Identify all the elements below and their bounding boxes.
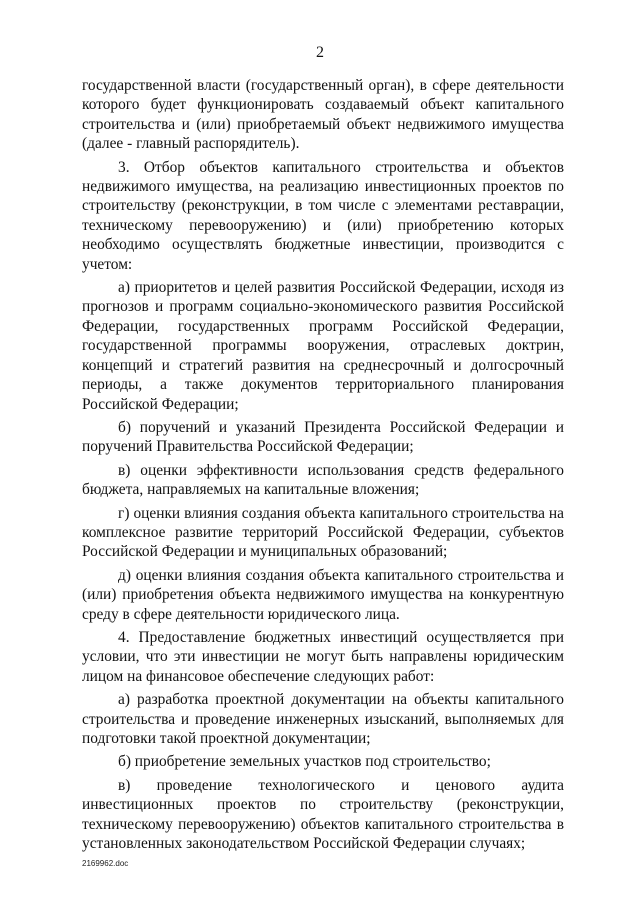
- paragraph-3b: б) поручений и указаний Президента Российской Федерации и поручений Правительства Российской Федерации;: [82, 418, 564, 456]
- page-number: 2: [316, 44, 324, 61]
- paragraph-section-4: 4. Предоставление бюджетных инвестиций осуществляется при условии, что эти инвестиции не могут быть направлены юридическим лицом на финансовое обеспечение следующих работ:: [82, 628, 564, 685]
- paragraph-3v: в) оценки эффективности использования средств федерального бюджета, направляемых на капитальные вложения;: [82, 461, 564, 499]
- paragraph-4b: б) приобретение земельных участков под строительство;: [118, 753, 491, 771]
- paragraph-section-3: 3. Отбор объектов капитального строительства и объектов недвижимого имущества, на реализацию инвестиционных проектов по строительству (реконструкции, в том числе с элементами реставрации, техническому перевооружению) и (или) приобретению которых необходимо осуществлять бюджетные инвестиции, производится с учетом:: [82, 158, 564, 273]
- paragraph-3d: д) оценки влияния создания объекта капитального строительства и (или) приобретения объекта недвижимого имущества на конкурентную среду в сфере деятельности юридического лица.: [82, 566, 564, 623]
- file-name-footer: 2169962.doc: [82, 859, 129, 868]
- paragraph-3g: г) оценки влияния создания объекта капитального строительства на комплексное развитие территорий Российской Федерации, субъектов Российской Федерации и муниципальных образований;: [82, 504, 564, 561]
- paragraph-continuation: государственной власти (государственный орган), в сфере деятельности которого будет функционировать создаваемый объект капитального строительства и (или) приобретаемый объект недвижимого имущества (далее - главный распорядитель).: [82, 77, 564, 153]
- paragraph-4v: в) проведение технологического и ценового аудита инвестиционных проектов по строительству (реконструкции, техническому перевооружению) объектов капитального строительства в установленных законодательством Российской Федерации случаях;: [82, 776, 564, 853]
- paragraph-4a: а) разработка проектной документации на объекты капитального строительства и проведение инженерных изысканий, выполняемых для подготовки такой проектной документации;: [82, 691, 564, 747]
- paragraph-3a: а) приоритетов и целей развития Российской Федерации, исходя из прогнозов и программ социально-экономического развития Российской Федерации, государственных программ Российской Федерации, государственной программы вооружения, отраслевых доктрин, концепций и стратегий развития на среднесрочный и долгосрочный периоды, а также документов территориального планирования Российской Федерации;: [82, 279, 564, 413]
- document-body: [82, 76, 564, 853]
